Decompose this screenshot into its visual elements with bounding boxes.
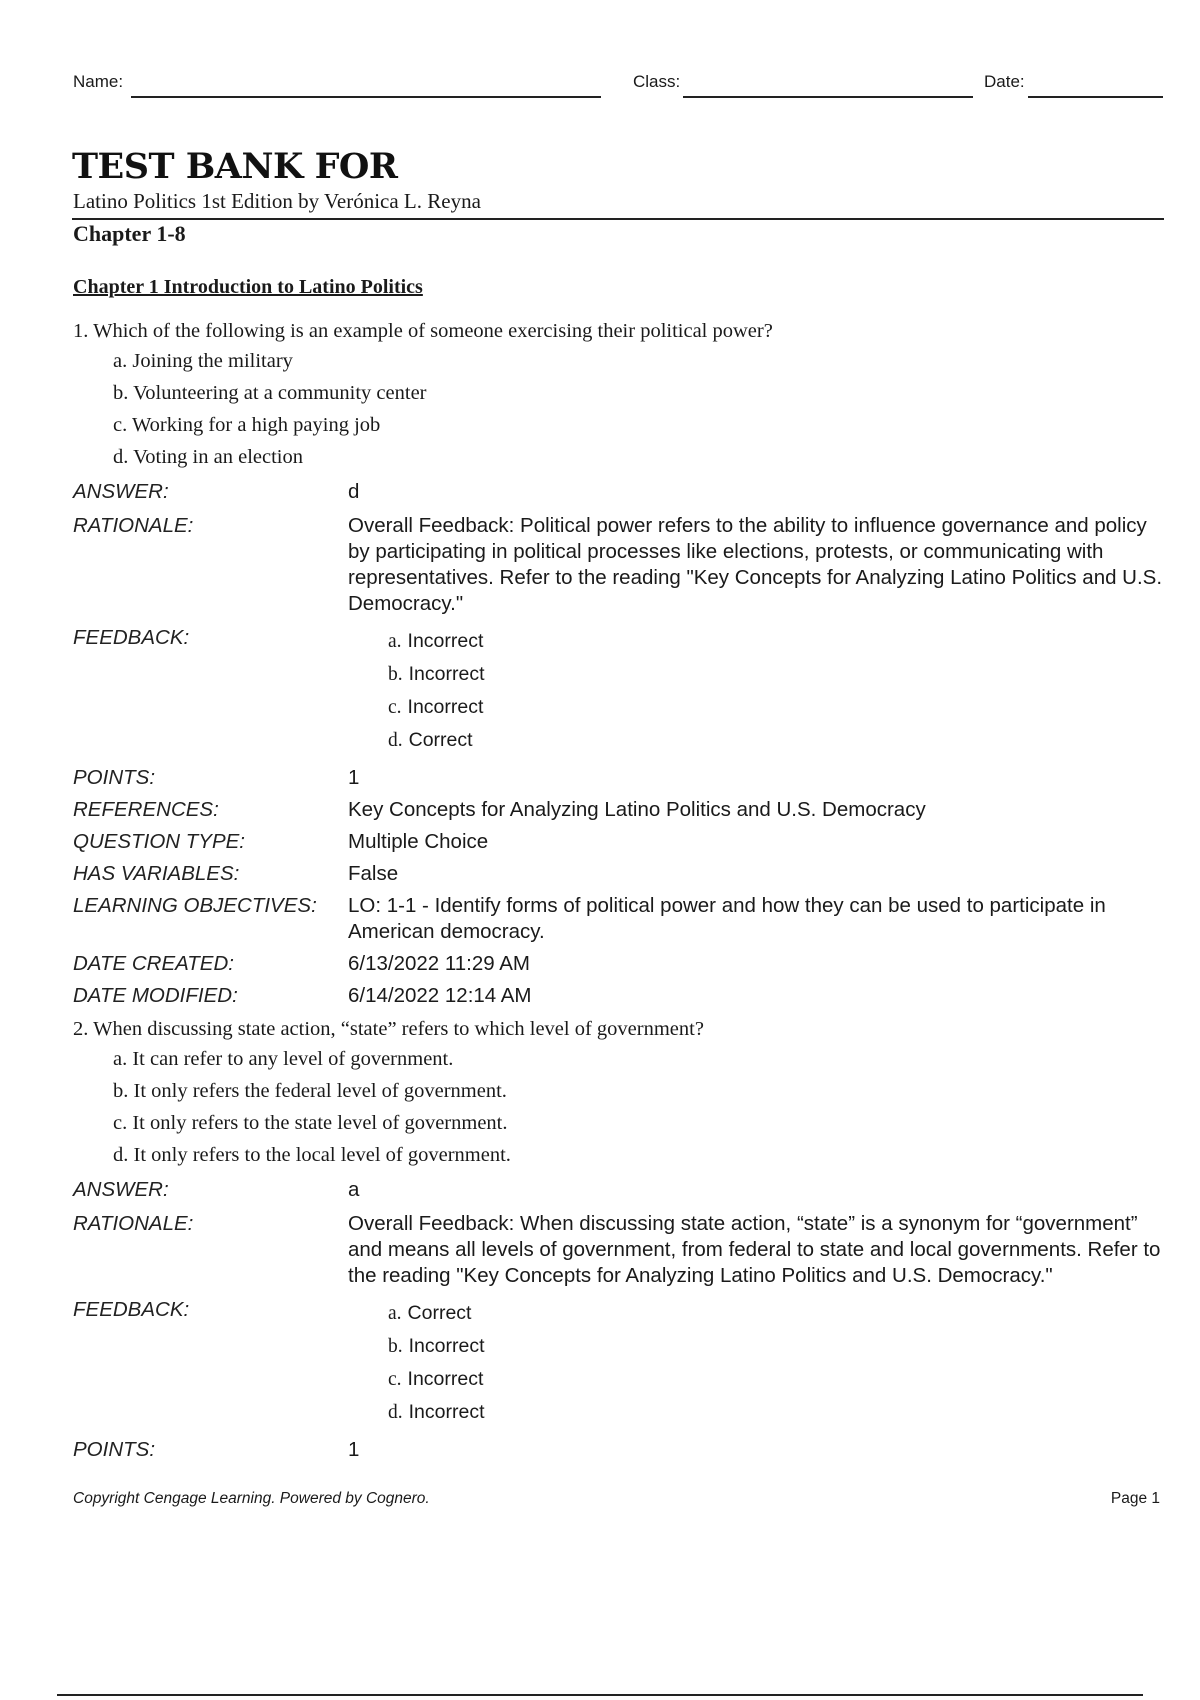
date-created-value: 6/13/2022 11:29 AM xyxy=(348,952,530,975)
choice-d: d. It only refers to the local level of government. xyxy=(113,1144,511,1166)
answer-label: ANSWER: xyxy=(73,480,169,503)
page-number: Page 1 xyxy=(1110,1490,1160,1507)
feedback-text: Incorrect xyxy=(408,1335,485,1357)
points-value: 1 xyxy=(348,766,360,789)
feedback-list xyxy=(348,1297,1165,1429)
date-created-row xyxy=(73,951,1165,977)
feedback-row xyxy=(73,1297,1165,1429)
feedback-text: Incorrect xyxy=(407,1368,484,1390)
date-modified-value: 6/14/2022 12:14 AM xyxy=(348,984,532,1007)
points-label: POINTS: xyxy=(73,1438,156,1461)
has-variables-row xyxy=(73,861,1165,887)
rationale-row xyxy=(73,1211,1165,1289)
question-type-label: QUESTION TYPE: xyxy=(73,830,245,853)
feedback-item xyxy=(388,691,1165,724)
feedback-list xyxy=(348,625,1165,757)
question-type-row xyxy=(73,829,1165,855)
choice-c: c. Working for a high paying job xyxy=(113,414,381,436)
answer-row xyxy=(73,479,1165,505)
answer-value: d xyxy=(348,480,360,503)
has-variables-label: HAS VARIABLES: xyxy=(73,862,240,885)
choice-b: b. It only refers the federal level of government. xyxy=(113,1080,507,1102)
rationale-value: Overall Feedback: When discussing state action, “state” is a synonym for “government” and means all levels of government, from federal to state and local governments. Refer to the reading "Key Concepts for Analyzing Latino Politics and U.S. Democracy." xyxy=(348,1212,1161,1287)
class-label: Class: xyxy=(633,72,681,91)
answer-value: a xyxy=(348,1178,360,1201)
feedback-item xyxy=(388,724,1165,757)
date-field[interactable] xyxy=(1028,96,1163,98)
feedback-letter: d. xyxy=(388,1402,403,1423)
points-row xyxy=(73,1437,1165,1463)
feedback-letter: c. xyxy=(388,697,402,718)
question-type-value: Multiple Choice xyxy=(348,830,489,853)
date-modified-row xyxy=(73,983,1165,1009)
choice-d: d. Voting in an election xyxy=(113,446,303,468)
feedback-text: Incorrect xyxy=(407,696,484,718)
page-title: TEST BANK FOR xyxy=(72,146,398,187)
question-1 xyxy=(73,317,1165,1009)
feedback-item xyxy=(388,1297,1165,1330)
feedback-item xyxy=(388,658,1165,691)
feedback-label: FEEDBACK: xyxy=(73,1298,190,1321)
name-field[interactable] xyxy=(131,96,601,98)
feedback-letter: d. xyxy=(388,730,403,751)
feedback-text: Incorrect xyxy=(408,663,485,685)
book-subtitle: Latino Politics 1st Edition by Verónica L. Reyna xyxy=(73,189,481,213)
student-info-fields xyxy=(73,72,1163,102)
question-stem: 2. When discussing state action, “state” refers to which level of government? xyxy=(73,1018,704,1040)
date-created-label: DATE CREATED: xyxy=(73,952,234,975)
rationale-row xyxy=(73,513,1165,617)
rationale-label: RATIONALE: xyxy=(73,514,194,537)
answer-label: ANSWER: xyxy=(73,1178,169,1201)
title-divider xyxy=(72,218,1164,220)
feedback-text: Correct xyxy=(408,729,473,751)
date-label: Date: xyxy=(984,72,1025,91)
rationale-value: Overall Feedback: Political power refers to the ability to influence governance and policy by participating in political processes like elections, protests, or communicating with representatives. Refer to the reading "Key Concepts for Analyzing Latino Politics and U.S. Democracy." xyxy=(348,514,1163,615)
copyright-footer: Copyright Cengage Learning. Powered by Cognero. xyxy=(73,1490,430,1507)
has-variables-value: False xyxy=(348,862,399,885)
feedback-item xyxy=(388,625,1165,658)
chapter-heading: Chapter 1 Introduction to Latino Politics xyxy=(73,276,423,298)
choice-a: a. It can refer to any level of government. xyxy=(113,1048,454,1070)
feedback-letter: a. xyxy=(388,1303,402,1324)
feedback-row xyxy=(73,625,1165,757)
choice-c: c. It only refers to the state level of government. xyxy=(113,1112,508,1134)
references-row xyxy=(73,797,1165,823)
feedback-item xyxy=(388,1363,1165,1396)
rationale-label: RATIONALE: xyxy=(73,1212,194,1235)
question-2 xyxy=(73,1015,1165,1463)
chapter-range: Chapter 1-8 xyxy=(73,221,186,246)
answer-choices xyxy=(73,345,1165,473)
feedback-letter: c. xyxy=(388,1369,402,1390)
answer-choices xyxy=(73,1043,1165,1171)
date-modified-label: DATE MODIFIED: xyxy=(73,984,238,1007)
feedback-item xyxy=(388,1396,1165,1429)
references-value: Key Concepts for Analyzing Latino Politics and U.S. Democracy xyxy=(348,798,926,821)
points-row xyxy=(73,765,1165,791)
learning-objectives-label: LEARNING OBJECTIVES: xyxy=(73,894,317,917)
choice-a: a. Joining the military xyxy=(113,350,293,372)
references-label: REFERENCES: xyxy=(73,798,219,821)
feedback-text: Incorrect xyxy=(407,630,484,652)
feedback-letter: b. xyxy=(388,664,403,685)
question-stem: 1. Which of the following is an example of someone exercising their political power? xyxy=(73,320,773,342)
answer-row xyxy=(73,1177,1165,1203)
choice-b: b. Volunteering at a community center xyxy=(113,382,427,404)
name-label: Name: xyxy=(73,72,124,91)
feedback-letter: b. xyxy=(388,1336,403,1357)
bottom-divider xyxy=(57,1694,1143,1696)
feedback-letter: a. xyxy=(388,631,402,652)
points-label: POINTS: xyxy=(73,766,156,789)
feedback-label: FEEDBACK: xyxy=(73,626,190,649)
learning-objectives-value: LO: 1-1 - Identify forms of political power and how they can be used to participate in American democracy. xyxy=(348,894,1106,943)
feedback-text: Correct xyxy=(407,1302,472,1324)
feedback-item xyxy=(388,1330,1165,1363)
class-field[interactable] xyxy=(683,96,973,98)
feedback-text: Incorrect xyxy=(408,1401,485,1423)
points-value: 1 xyxy=(348,1438,360,1461)
learning-objectives-row xyxy=(73,893,1165,945)
